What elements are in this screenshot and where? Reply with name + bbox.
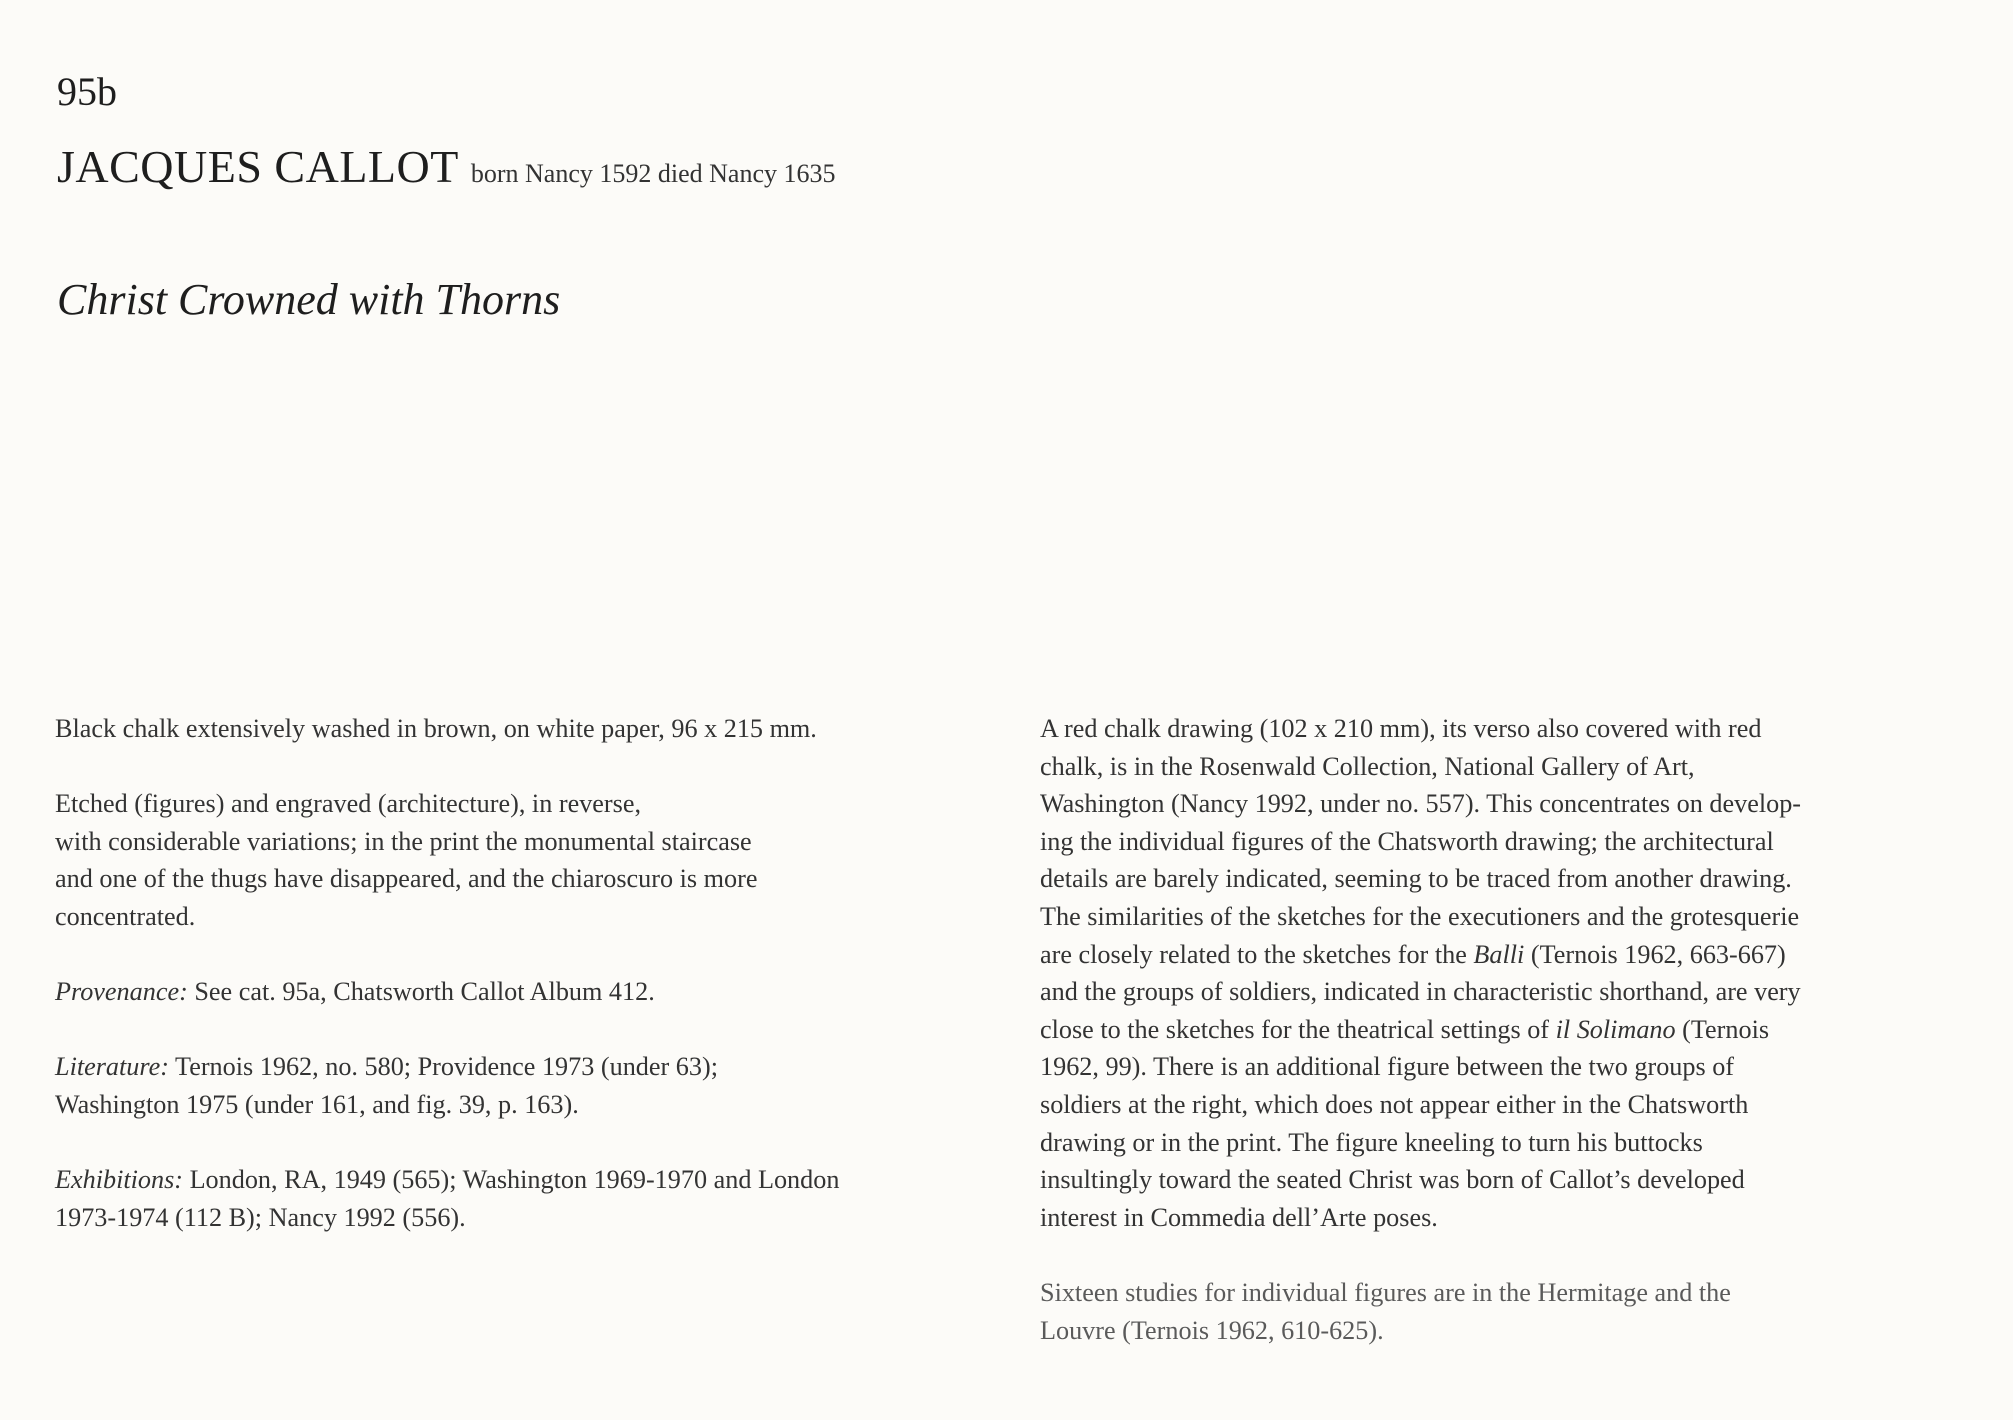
artist-name: JACQUES CALLOT bbox=[57, 141, 459, 192]
artwork-title: Christ Crowned with Thorns bbox=[57, 275, 561, 324]
commentary-line: A red chalk drawing (102 x 210 mm), its verso also covered with red bbox=[1040, 714, 1762, 743]
provenance bbox=[55, 973, 985, 1011]
commentary-line: interest in Commedia dell’Arte poses. bbox=[1040, 1202, 1438, 1232]
literature-text: Ternois 1962, no. 580; Providence 1973 (under 63); bbox=[175, 1052, 718, 1082]
hermitage-note bbox=[1040, 1274, 1960, 1349]
provenance-label: Provenance: bbox=[55, 977, 188, 1007]
etching-line: with considerable variations; in the print the monumental staircase bbox=[55, 826, 752, 856]
commentary-line: details are barely indicated, seeming to be traced from another drawing. bbox=[1040, 864, 1792, 894]
exhibitions-label: Exhibitions: bbox=[55, 1165, 184, 1195]
commentary-line: drawing or in the print. The figure kneeling to turn his buttocks bbox=[1040, 1127, 1703, 1157]
commentary-line: are closely related to the sketches for the Balli (Ternois 1962, 663-667) bbox=[1040, 939, 1786, 969]
right-column bbox=[1040, 710, 1960, 1387]
hermitage-line: Louvre (Ternois 1962, 610-625). bbox=[1040, 1315, 1384, 1345]
exhibitions-text: 1973-1974 (112 B); Nancy 1992 (556). bbox=[55, 1202, 466, 1232]
commentary-paragraph bbox=[1040, 710, 1960, 1236]
commentary-line: close to the sketches for the theatrical settings of il Solimano (Ternois bbox=[1040, 1014, 1770, 1044]
medium-line: Black chalk extensively washed in brown, on white paper, 96 x 215 mm. bbox=[55, 714, 817, 743]
balli-title: Balli bbox=[1473, 939, 1525, 969]
left-column bbox=[55, 710, 985, 1274]
solimano-title: il Solimano bbox=[1555, 1014, 1676, 1044]
catalogue-number: 95b bbox=[57, 69, 117, 114]
literature-text: Washington 1975 (under 161, and fig. 39, p. 163). bbox=[55, 1089, 579, 1119]
commentary-line: and the groups of soldiers, indicated in characteristic shorthand, are very bbox=[1040, 977, 1801, 1007]
literature-label: Literature: bbox=[55, 1052, 169, 1082]
commentary-line: soldiers at the right, which does not appear either in the Chatsworth bbox=[1040, 1089, 1749, 1119]
provenance-text: See cat. 95a, Chatsworth Callot Album 412. bbox=[194, 977, 655, 1007]
exhibitions-text: London, RA, 1949 (565); Washington 1969-1970 and London bbox=[189, 1165, 840, 1195]
hermitage-line: Sixteen studies for individual figures are in the Hermitage and the bbox=[1040, 1277, 1731, 1307]
artist-dates: born Nancy 1592 died Nancy 1635 bbox=[470, 159, 836, 188]
etching-note bbox=[55, 785, 985, 935]
artist-heading bbox=[57, 140, 835, 193]
commentary-line: insultingly toward the seated Christ was born of Callot’s developed bbox=[1040, 1165, 1745, 1195]
medium-description bbox=[55, 710, 985, 748]
literature bbox=[55, 1048, 985, 1123]
etching-line: concentrated. bbox=[55, 901, 196, 931]
commentary-line: chalk, is in the Rosenwald Collection, National Gallery of Art, bbox=[1040, 751, 1695, 781]
commentary-line: ing the individual figures of the Chatsworth drawing; the architectural bbox=[1040, 826, 1774, 856]
commentary-line: Washington (Nancy 1992, under no. 557). This concentrates on develop- bbox=[1040, 789, 1802, 819]
commentary-line: 1962, 99). There is an additional figure between the two groups of bbox=[1040, 1052, 1735, 1082]
exhibitions bbox=[55, 1161, 985, 1236]
etching-line: and one of the thugs have disappeared, and the chiaroscuro is more bbox=[55, 864, 758, 894]
commentary-line: The similarities of the sketches for the executioners and the grotesquerie bbox=[1040, 901, 1800, 931]
etching-line: Etched (figures) and engraved (architecture), in reverse, bbox=[55, 789, 641, 819]
